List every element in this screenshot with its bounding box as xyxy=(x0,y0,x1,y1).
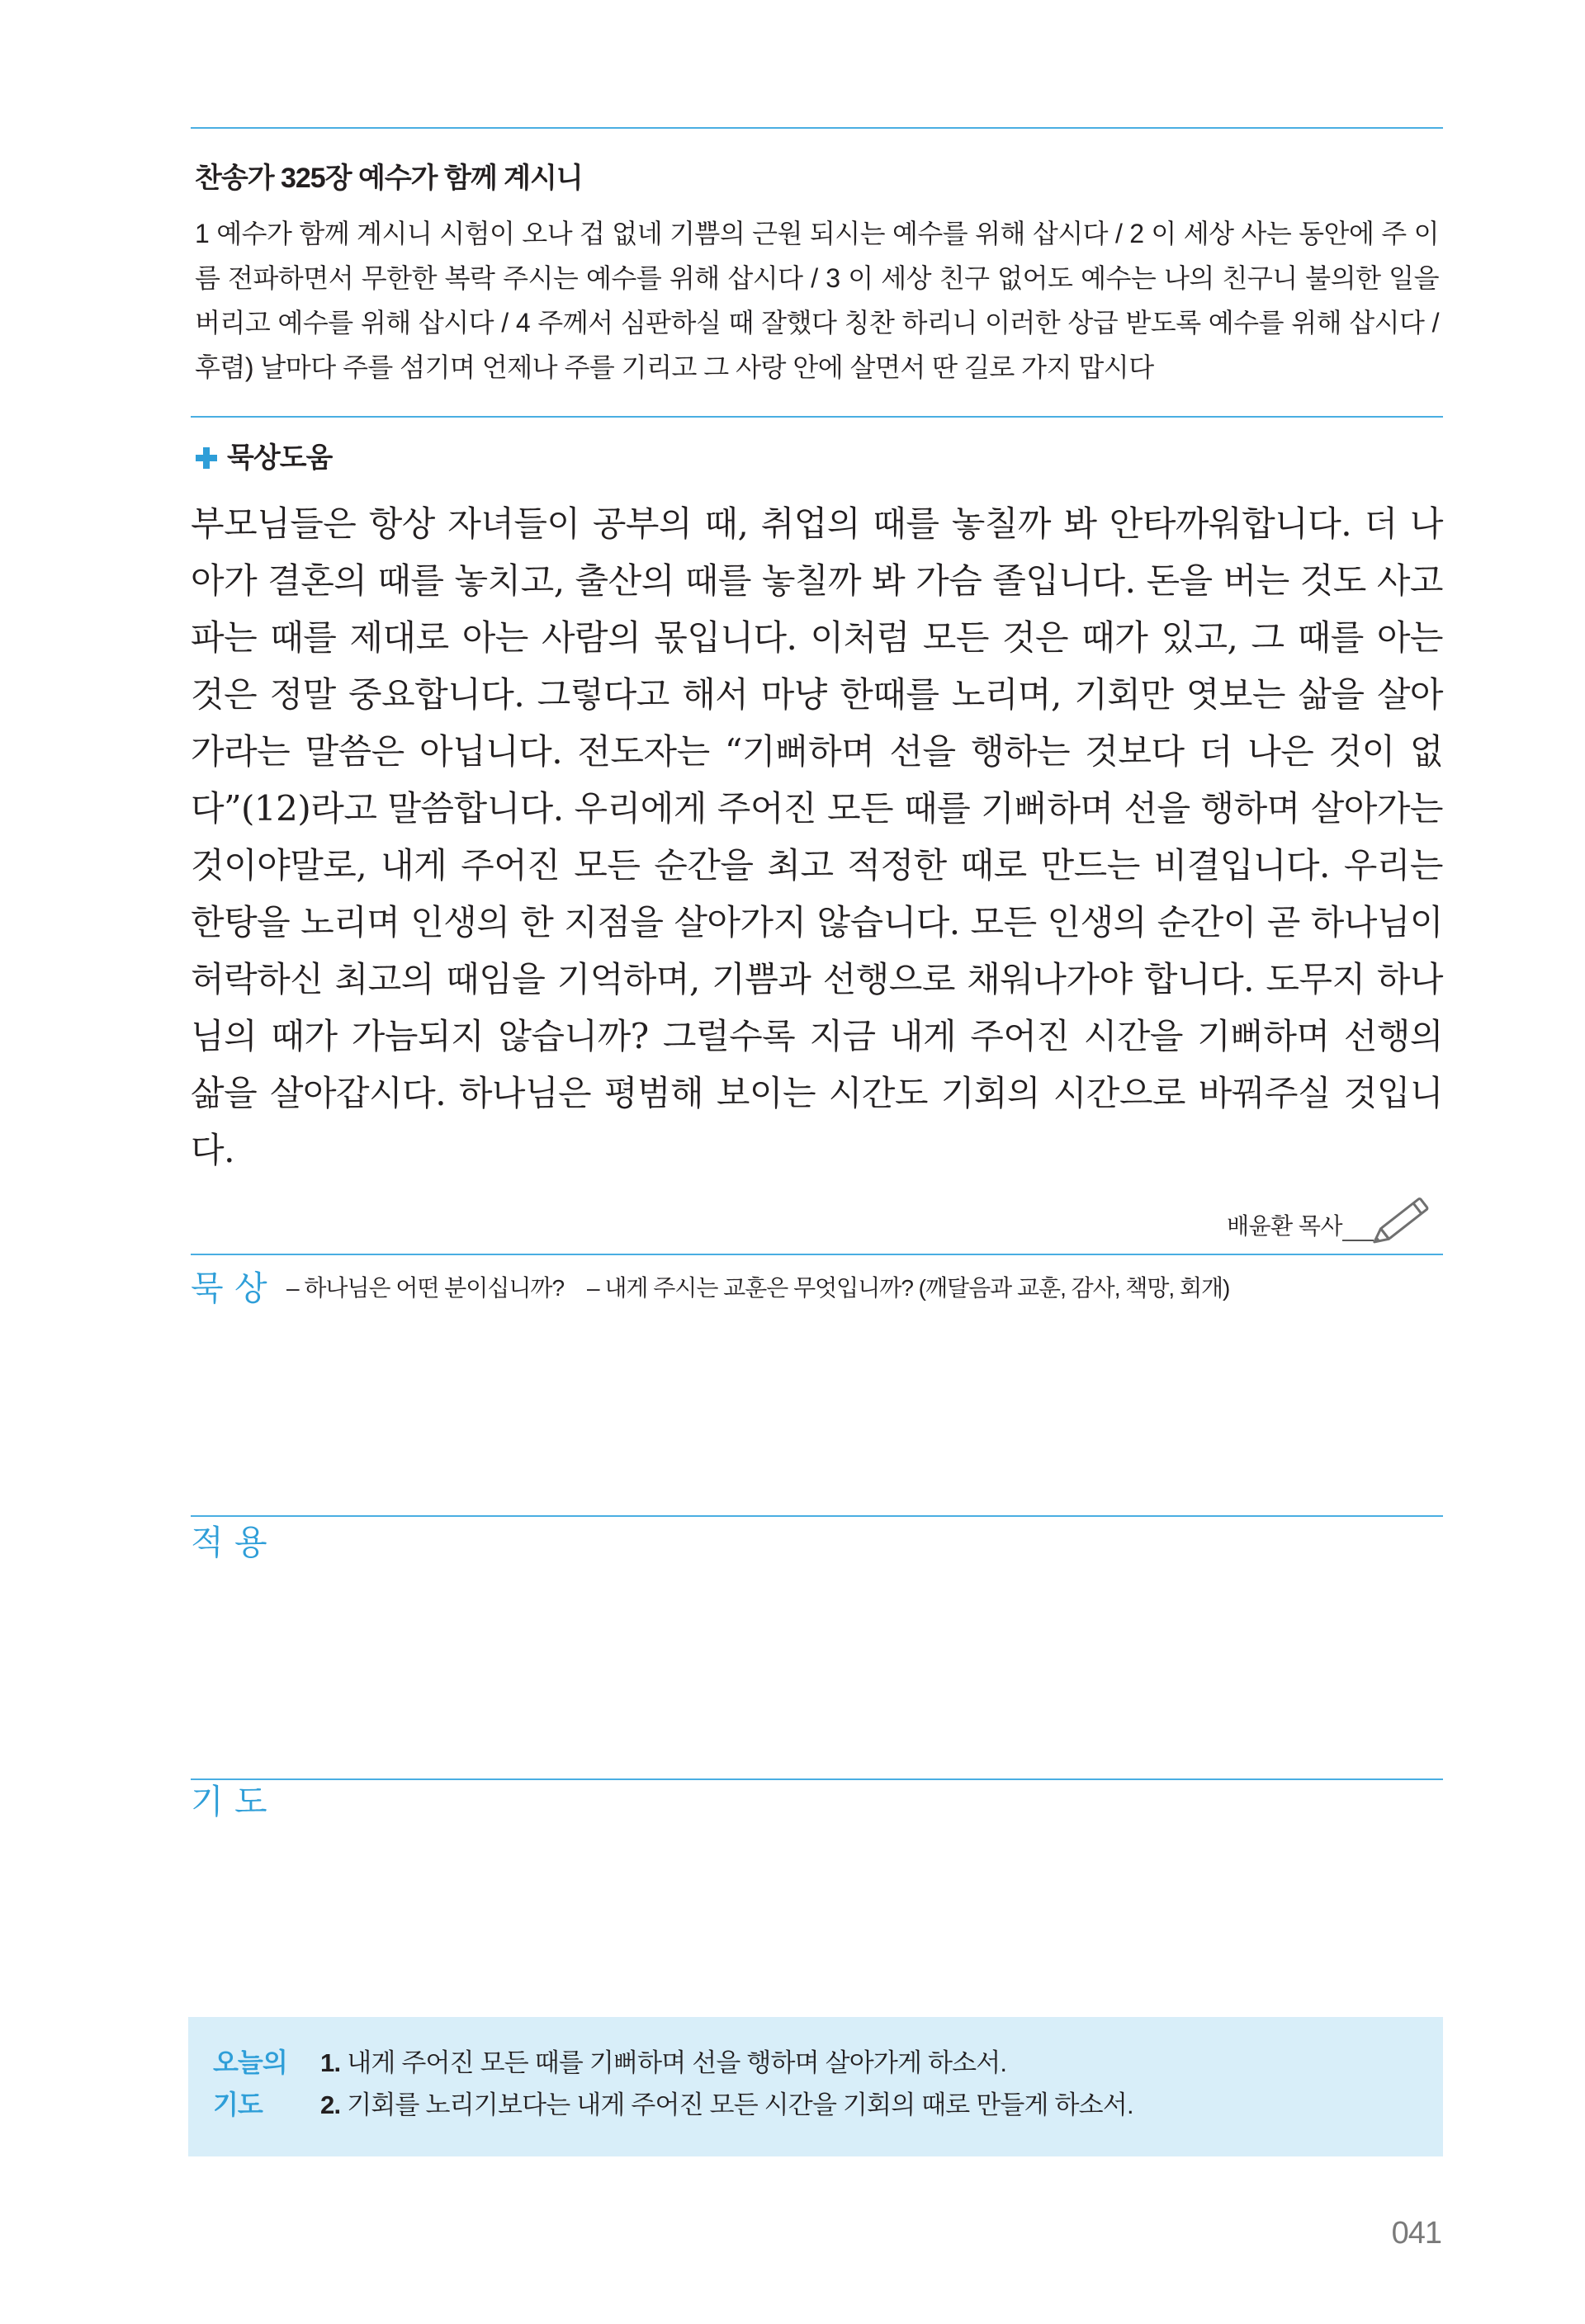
plus-icon xyxy=(196,447,217,469)
meditation-divider xyxy=(191,1254,1443,1255)
todays-prayer-list xyxy=(320,2042,1418,2126)
todays-prayer-box xyxy=(188,2017,1443,2156)
pencil-icon xyxy=(1362,1195,1438,1246)
signature xyxy=(191,1193,1443,1246)
meditation-help-title: 묵상도움 xyxy=(227,442,333,474)
todays-prayer-item xyxy=(320,2084,1418,2126)
page-number: 041 xyxy=(1391,2216,1441,2251)
meditation-label: 묵 상 xyxy=(191,1269,268,1307)
todays-prayer-label xyxy=(213,2042,320,2126)
todays-prayer-item-text: 기회를 노리기보다는 내게 주어진 모든 시간을 기회의 때로 만들게 하소서. xyxy=(347,2090,1133,2120)
bottom-margin xyxy=(191,2251,1443,2324)
hymn-divider xyxy=(191,416,1443,418)
todays-prayer-item-number: 1. xyxy=(320,2048,341,2078)
meditation-question: – 내게 주시는 교훈은 무엇입니까? (깨달음과 교훈, 감사, 책망, 회개) xyxy=(587,1275,1230,1301)
meditation-writing-space xyxy=(191,1311,1443,1515)
application-writing-space xyxy=(191,1566,1443,1778)
prayer-writing-space xyxy=(191,1823,1443,2017)
hymn-title: 찬송가 325장 예수가 함께 계시니 xyxy=(195,163,583,194)
todays-prayer-item xyxy=(320,2042,1418,2084)
signature-author: 배윤환 목사 xyxy=(1226,1213,1342,1239)
todays-prayer-item-number: 2. xyxy=(320,2090,341,2120)
top-divider xyxy=(191,127,1443,129)
application-label: 적 용 xyxy=(191,1523,268,1562)
todays-prayer-label-line1: 오늘의 xyxy=(213,2048,287,2078)
meditation-help-heading xyxy=(191,437,1443,479)
todays-prayer-item-text: 내게 주어진 모든 때를 기뻐하며 선을 행하며 살아가게 하소서. xyxy=(347,2048,1007,2078)
prayer-label: 기 도 xyxy=(191,1782,268,1821)
hymn-lyrics: 1 예수가 함께 계시니 시험이 오나 겁 없네 기쁨의 근원 되시는 예수를 위해 삽시다 / 2 이 세상 사는 동안에 주 이름 전파하면서 무한한 복락 주시는 예수를 위해 삽시다 / 3 이 세상 친구 없어도 예수는 나의 친구니 불의한 일을 버리고 예수를 위해 삽시다 / 4 주께서 심판하실 때 잘했다 칭찬 하리니 이러한 상급 받도록 예수를 위해 삽시다 / 후렴) 날마다 주를 섬기며 언제나 주를 기리고 그 사랑 안에 살면서 딴 길로 가지 맙시다 xyxy=(195,219,1440,382)
meditation-question: – 하나님은 어떤 분이십니까? xyxy=(286,1275,565,1301)
meditation-section xyxy=(191,1265,1443,1311)
application-divider xyxy=(191,1515,1443,1517)
meditation-help-body: 부모님들은 항상 자녀들이 공부의 때, 취업의 때를 놓칠까 봐 안타까워합니다. 더 나아가 결혼의 때를 놓치고, 출산의 때를 놓칠까 봐 가슴 졸입니다. 돈을 버는 것도 사고파는 때를 제대로 아는 사람의 몫입니다. 이처럼 모든 것은 때가 있고, 그 때를 아는 것은 정말 중요합니다. 그렇다고 해서 마냥 한때를 노리며, 기회만 엿보는 삶을 살아가라는 말씀은 아닙니다. 전도자는 “기뻐하며 선을 행하는 것보다 더 나은 것이 없다”(12)라고 말씀합니다. 우리에게 주어진 모든 때를 기뻐하며 선을 행하며 살아가는 것이야말로, 내게 주어진 모든 순간을 최고 적정한 때로 만드는 비결입니다. 우리는 한탕을 노리며 인생의 한 지점을 살아가지 않습니다. 모든 인생의 순간이 곧 하나님이 허락하신 최고의 때임을 기억하며, 기쁨과 선행으로 채워나가야 합니다. 도무지 하나님의 때가 가늠되지 않습니까? 그럴수록 지금 내게 주어진 시간을 기뻐하며 선행의 삶을 살아갑시다. 하나님은 평범해 보이는 시간도 기회의 시간으로 바꿔주실 것입니다. xyxy=(191,503,1444,1170)
todays-prayer-label-line2: 기도 xyxy=(213,2090,263,2120)
